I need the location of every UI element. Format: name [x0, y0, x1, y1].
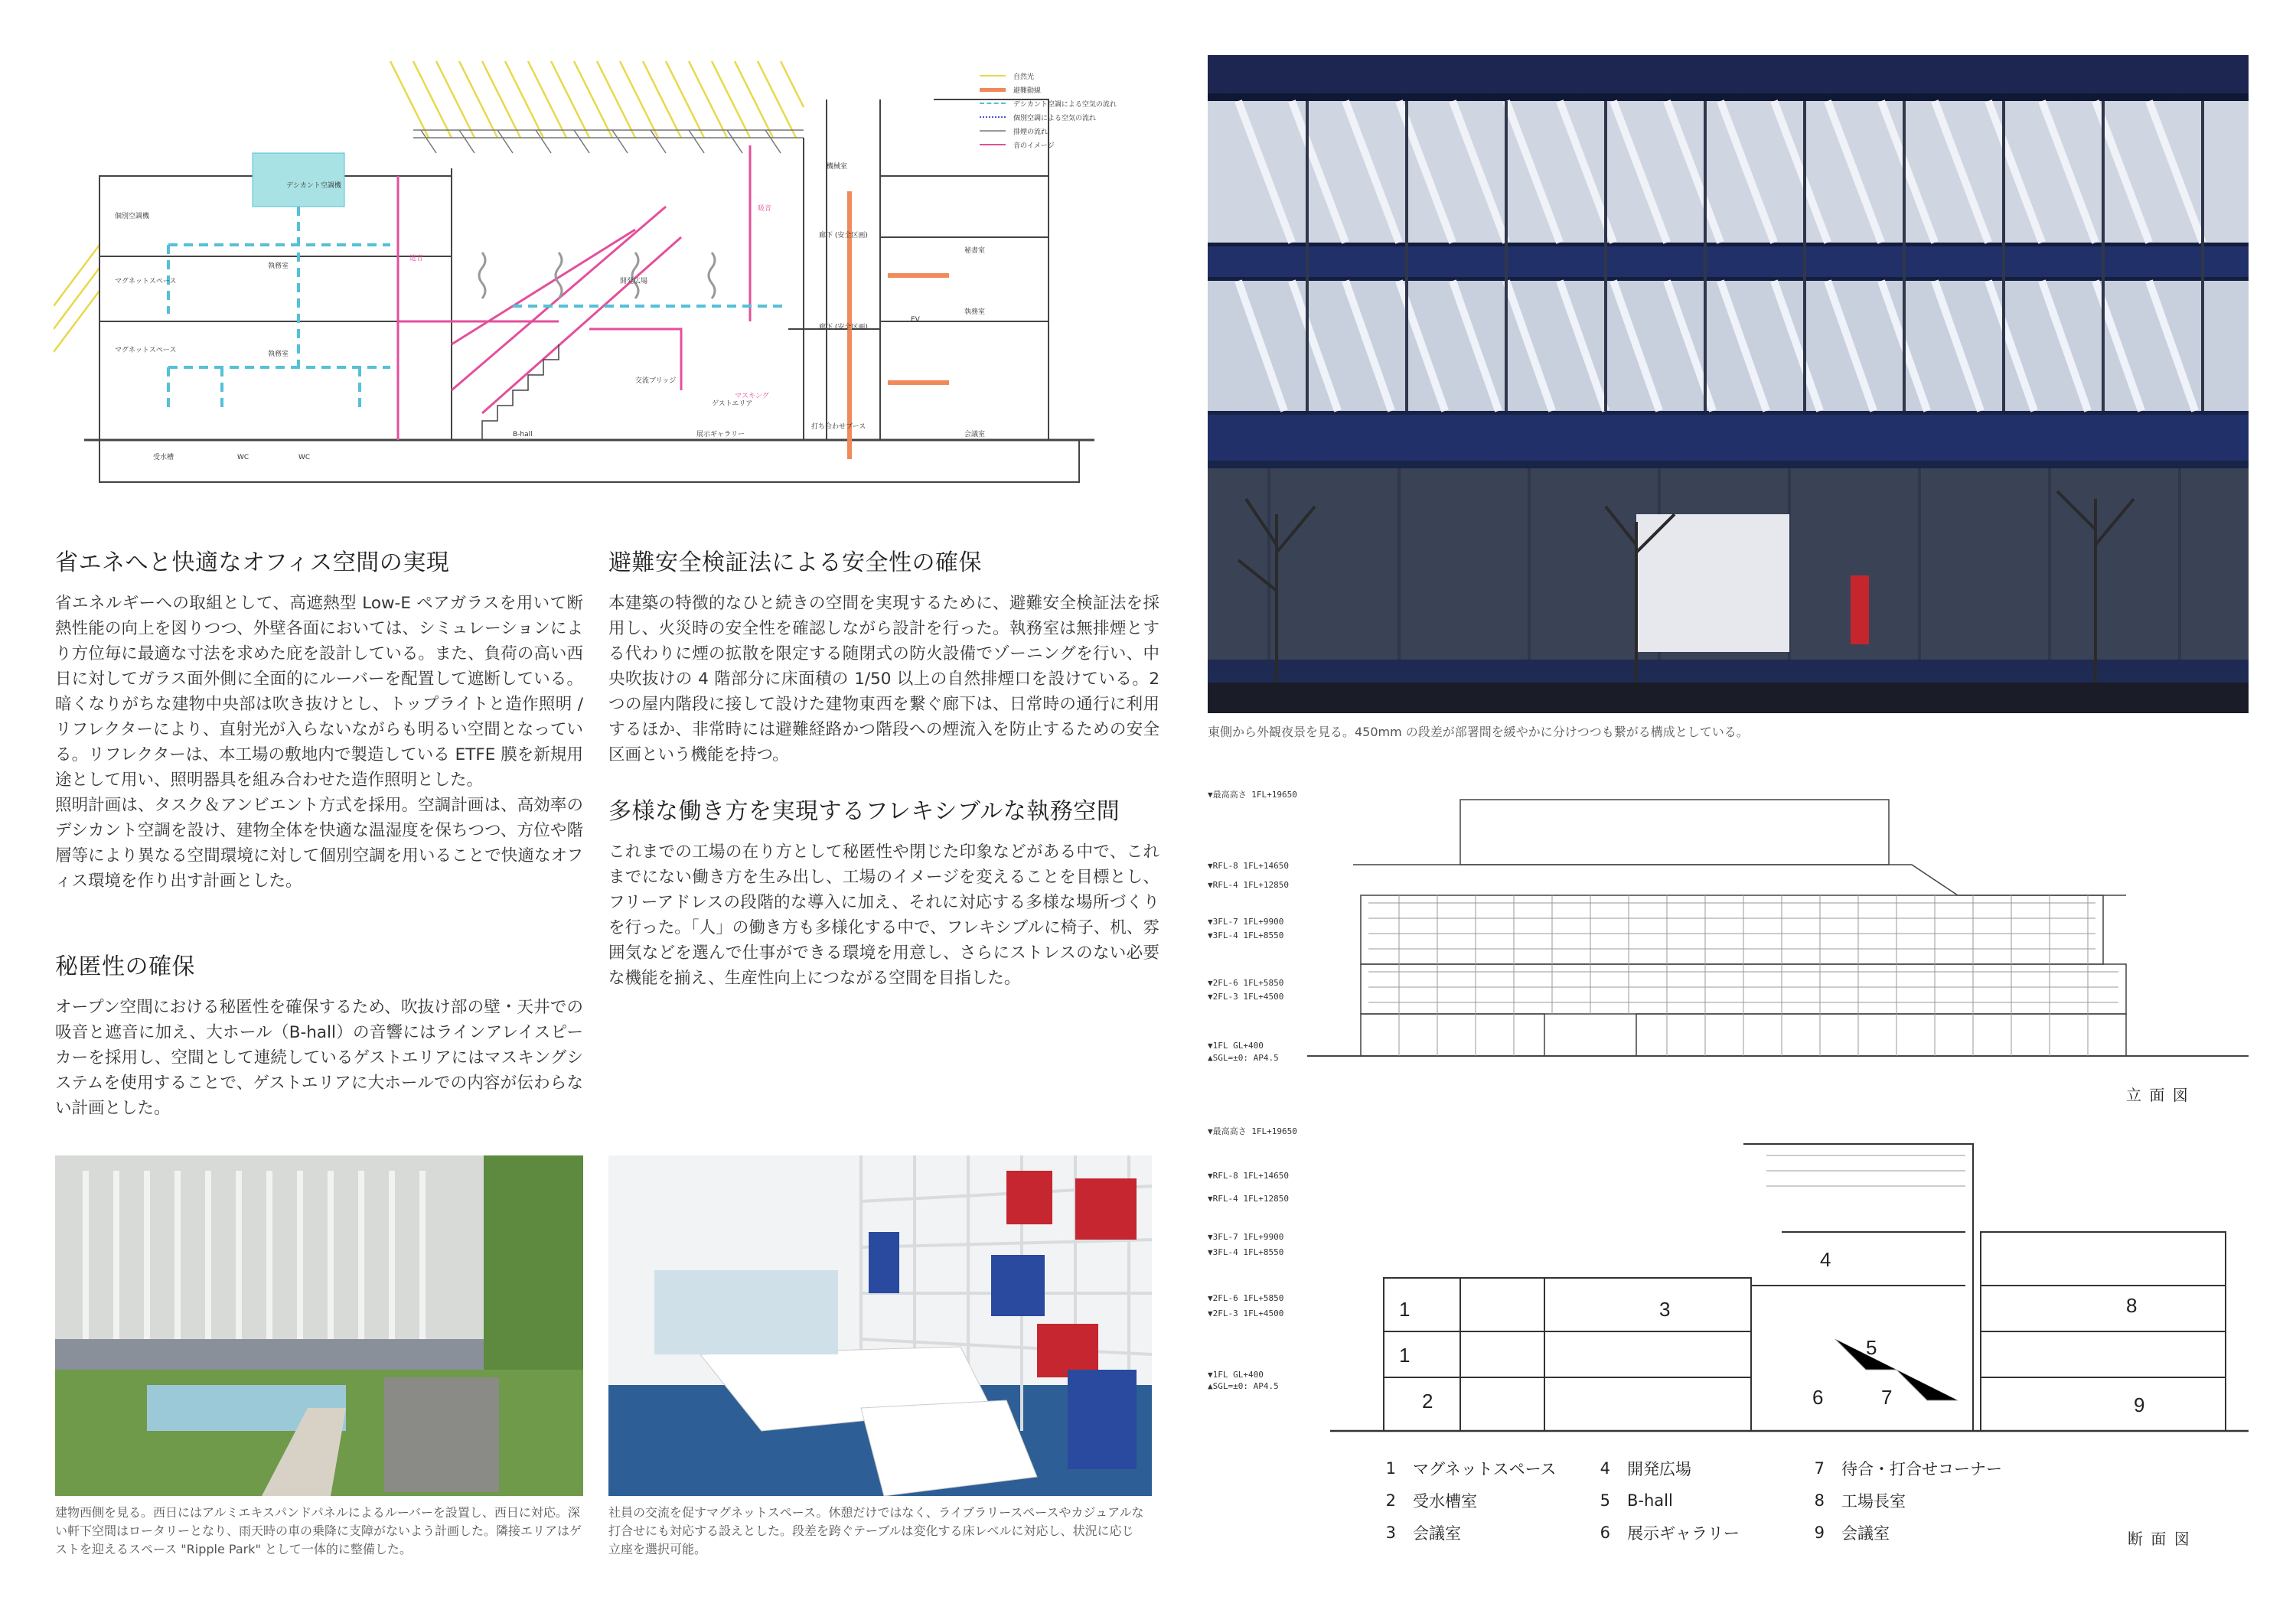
room-legend-number: 1 — [1385, 1459, 1396, 1478]
room-legend-item — [1814, 1452, 2074, 1484]
section-level-label: ▼2FL-3 1FL+4500 — [1208, 1309, 1284, 1318]
legend-label: 音のイメージ — [1013, 142, 1055, 150]
room-legend-name: 会議室 — [1413, 1524, 1461, 1543]
section-level-label: ▼2FL-6 1FL+5850 — [1208, 1293, 1284, 1303]
west-facade-photo — [55, 1155, 583, 1496]
elevation-drawing — [1208, 788, 2264, 1117]
elevation-level-label: ▼3FL-7 1FL+9900 — [1208, 917, 1284, 927]
room-legend-number: 6 — [1600, 1524, 1610, 1542]
section-drawing — [1208, 1125, 2264, 1446]
section-room-number: 7 — [1881, 1386, 1893, 1409]
room-desiccant: デシカント空調機 — [286, 182, 341, 190]
room-legend-number: 4 — [1600, 1459, 1610, 1478]
room-magnet-2: マグネットスペース — [115, 347, 177, 354]
elevation-level-label: ▼3FL-4 1FL+8550 — [1208, 930, 1284, 940]
section-room-number: 9 — [2134, 1393, 2145, 1416]
paragraph-energy-1: 省エネルギーへの取組として、高遮熱型 Low-E ペアガラスを用いて断熱性能の向上を図りつつ、外壁各面においては、シミュレーションにより方位毎に最適な寸法を求めた庇を設計している。また、負荷の高い西日に対してガラス面外側に全面的にルーバーを配置して遮断している。暗くなりがちな建物中央部は吹き抜けとし、トップライトと造作照明 / リフレクターにより、直射光が入らないながらも明るい空間となっている。リフレクターは、本工場の敷地内で製造している ETFE 膜を新規用途として用い、照明器具を組み合わせた造作照明とした。 — [55, 594, 583, 790]
legend-swatch — [980, 103, 1006, 104]
label-kyuon: 吸音 — [758, 205, 772, 213]
room-corridor-2: 廊下 (安全区画) — [819, 324, 868, 331]
room-legend-item — [1814, 1517, 2074, 1549]
room-legend-name: 待合・打合せコーナー — [1841, 1460, 2002, 1478]
legend-swatch — [980, 116, 1006, 118]
section-room-number: 5 — [1866, 1336, 1877, 1359]
room-secret-2: 執務室 — [964, 308, 986, 316]
legend-item — [980, 69, 1179, 83]
paragraph-safety: 本建築の特徴的なひと続きの空間を実現するために、避難安全検証法を採用し、火災時の安全性を確認しながら設計を行った。執務室は無排煙とする代わりに煙の拡散を限定する随閉式の防火設備でゾーニングを行い、中央吹抜けの 4 階部分に床面積の 1/50 以上の自然排煙口を設けている。2 つの屋内階段に接して設けた建物東西を繋ぐ廊下は、日常時の通行に利用するほか、非常時には避難経路かつ階段への煙流入を防止するための安全区画という機能を持つ。 — [608, 594, 1159, 764]
room-legend-name: マグネットスペース — [1413, 1460, 1557, 1478]
room-legend-number: 7 — [1814, 1459, 1825, 1478]
paragraph-energy-2: 照明計画は、タスク＆アンビエント方式を採用。空調計画は、高効率のデシカント空調を設け、建物全体を快適な温湿度を保ちつつ、方位や階層等により異なる空間環境に対して個別空調を用いることで快適なオフィス環境を作り出す計画とした。 — [55, 796, 583, 891]
room-water: 受水槽 — [153, 454, 174, 461]
paragraph-privacy: オープン空間における秘匿性を確保するため、吹抜け部の壁・天井での吸音と遮音に加え、大ホール（B-hall）の音響にはラインアレイスピーカーを採用し、空間として連続しているゲストエリアにはマスキングシステムを使用することで、ゲストエリアに大ホールでの内容が伝わらない計画とした。 — [55, 998, 583, 1118]
room-legend-name: 会議室 — [1841, 1524, 1890, 1543]
room-magnet-1: マグネットスペース — [115, 278, 177, 285]
room-legend-item — [1600, 1484, 1814, 1517]
legend-item — [980, 110, 1179, 124]
legend-label: デシカント空調による空気の流れ — [1013, 100, 1117, 109]
legend-label: 避難動線 — [1013, 86, 1042, 95]
room-wc-1: WC — [237, 454, 249, 461]
legend-label: 排煙の流れ — [1013, 128, 1049, 136]
text-block-energy — [55, 543, 583, 894]
elevation-level-label: ▼最高高さ 1FL+19650 — [1208, 790, 1297, 800]
elevation-level-label: ▲SGL=±0: AP4.5 — [1208, 1053, 1279, 1063]
room-indiv: 個別空調機 — [115, 213, 150, 220]
section-room-number: 1 — [1399, 1298, 1411, 1321]
section-level-label: ▼3FL-4 1FL+8550 — [1208, 1247, 1284, 1257]
legend-item — [980, 124, 1179, 138]
environment-section-diagram — [54, 54, 1186, 513]
diagram-legend — [980, 69, 1179, 152]
room-legend-number: 5 — [1600, 1491, 1610, 1510]
room-legend — [1385, 1452, 2074, 1552]
heading-safety: 避難安全検証法による安全性の確保 — [608, 549, 982, 576]
legend-swatch — [980, 130, 1006, 132]
section-room-number: 2 — [1422, 1390, 1433, 1413]
heading-energy: 省エネへと快適なオフィス空間の実現 — [55, 549, 450, 576]
room-bhall: B-hall — [513, 431, 533, 438]
elevation-level-label: ▼1FL GL+400 — [1208, 1041, 1264, 1051]
section-level-label: ▲SGL=±0: AP4.5 — [1208, 1381, 1279, 1391]
room-legend-item — [1600, 1452, 1814, 1484]
room-office-1: 執務室 — [268, 262, 289, 270]
elevation-label: 立 面 図 — [2126, 1086, 2190, 1104]
caption-night: 東側から外観夜景を見る。450mm の段差が部署間を緩やかに分けつつも繋がる構成としている。 — [1208, 725, 1749, 739]
legend-item — [980, 96, 1179, 110]
room-legend-column — [1814, 1452, 2074, 1549]
elevation-level-label: ▼RFL-8 1FL+14650 — [1208, 861, 1289, 871]
room-legend-number: 2 — [1385, 1491, 1396, 1510]
paragraph-flex: これまでの工場の在り方として秘匿性や閉じた印象などがある中で、これまでにない働き方を生み出し、工場のイメージを変えることを目標とし、フリーアドレスの段階的な導入に加え、それに対応する多様な場所づくりを行った。「人」の働き方も多様化する中で、フレキシブルに椅子、机、雰囲気などを選んで仕事ができる環境を用意し、さらにストレスのない必要な機能を揃え、生産性向上につながる空間を目指した。 — [608, 842, 1159, 988]
magnet-space-photo — [608, 1155, 1152, 1496]
room-legend-name: B-hall — [1627, 1491, 1673, 1510]
legend-item — [980, 83, 1179, 96]
room-corridor-1: 廊下 (安全区画) — [819, 232, 868, 240]
room-legend-number: 8 — [1814, 1491, 1825, 1510]
room-legend-item — [1600, 1517, 1814, 1549]
room-legend-number: 9 — [1814, 1524, 1825, 1542]
elevation-level-label: ▼RFL-4 1FL+12850 — [1208, 880, 1289, 890]
room-legend-name: 工場長室 — [1841, 1492, 1906, 1511]
room-gallery: 展示ギャラリー — [696, 431, 745, 438]
legend-item — [980, 138, 1179, 152]
label-masking: マスキング — [735, 393, 769, 400]
heading-privacy: 秘匿性の確保 — [55, 953, 195, 980]
section-room-number: 4 — [1820, 1248, 1831, 1271]
section-level-label: ▼最高高さ 1FL+19650 — [1208, 1126, 1297, 1136]
text-block-safety — [608, 543, 1159, 768]
room-legend-name: 受水槽室 — [1413, 1492, 1477, 1511]
legend-swatch — [980, 75, 1006, 77]
room-machine: 機械室 — [827, 163, 848, 171]
room-legend-number: 3 — [1385, 1524, 1396, 1542]
section-room-number: 3 — [1659, 1298, 1671, 1321]
room-ev: EV — [911, 316, 920, 324]
room-wc-2: WC — [298, 454, 311, 461]
room-dev: 開発広場 — [620, 278, 648, 285]
section-room-number: 6 — [1812, 1386, 1824, 1409]
legend-swatch — [980, 88, 1006, 92]
caption-magnet: 社員の交流を促すマグネットスペース。休憩だけではなく、ライブラリースペースやカジュアルな打合せにも対応する設えとした。段差を跨ぐテーブルは変化する床レベルに対応し、状況に応じ立座を選択可能。 — [608, 1505, 1144, 1556]
section-label: 断 面 図 — [2128, 1530, 2191, 1548]
room-legend-item — [1814, 1484, 2074, 1517]
room-legend-name: 展示ギャラリー — [1627, 1524, 1740, 1543]
legend-label: 自然光 — [1013, 73, 1035, 81]
section-level-label: ▼3FL-7 1FL+9900 — [1208, 1232, 1284, 1242]
room-legend-item — [1385, 1452, 1600, 1484]
room-legend-column — [1385, 1452, 1600, 1549]
room-legend-name: 開発広場 — [1627, 1460, 1691, 1478]
section-room-number: 1 — [1399, 1344, 1411, 1367]
elevation-level-label: ▼2FL-3 1FL+4500 — [1208, 992, 1284, 1002]
room-meeting-booth: 打ち合わせブース — [811, 423, 866, 431]
room-legend-item — [1385, 1484, 1600, 1517]
room-guest: ゲストエリア — [712, 400, 753, 408]
room-secret-1: 秘書室 — [964, 247, 986, 255]
section-room-number: 8 — [2126, 1294, 2138, 1317]
label-shaon: 遮音 — [409, 255, 424, 262]
room-legend-column — [1600, 1452, 1814, 1549]
room-bridge: 交流ブリッジ — [635, 377, 677, 385]
text-block-flex — [608, 792, 1159, 991]
elevation-level-label: ▼2FL-6 1FL+5850 — [1208, 978, 1284, 988]
caption-west: 建物西側を見る。西日にはアルミエキスパンドパネルによるルーバーを設置し、西日に対応。深い軒下空間はロータリーとなり、雨天時の車の乗降に支障がないよう計画した。隣接エリアはゲストを迎えるスペース "Ripple Park" として一体的に整備した。 — [55, 1505, 582, 1556]
room-office-2: 執務室 — [268, 350, 289, 358]
room-legend-item — [1385, 1517, 1600, 1549]
room-meeting: 会議室 — [964, 431, 986, 438]
section-level-label: ▼1FL GL+400 — [1208, 1370, 1264, 1380]
section-level-label: ▼RFL-4 1FL+12850 — [1208, 1194, 1289, 1204]
legend-swatch — [980, 144, 1006, 145]
text-block-privacy — [55, 947, 583, 1121]
heading-flex: 多様な働き方を実現するフレキシブルな執務空間 — [608, 798, 1120, 825]
section-level-label: ▼RFL-8 1FL+14650 — [1208, 1171, 1289, 1181]
night-facade-photo — [1208, 55, 2249, 713]
legend-label: 個別空調による空気の流れ — [1013, 114, 1097, 122]
